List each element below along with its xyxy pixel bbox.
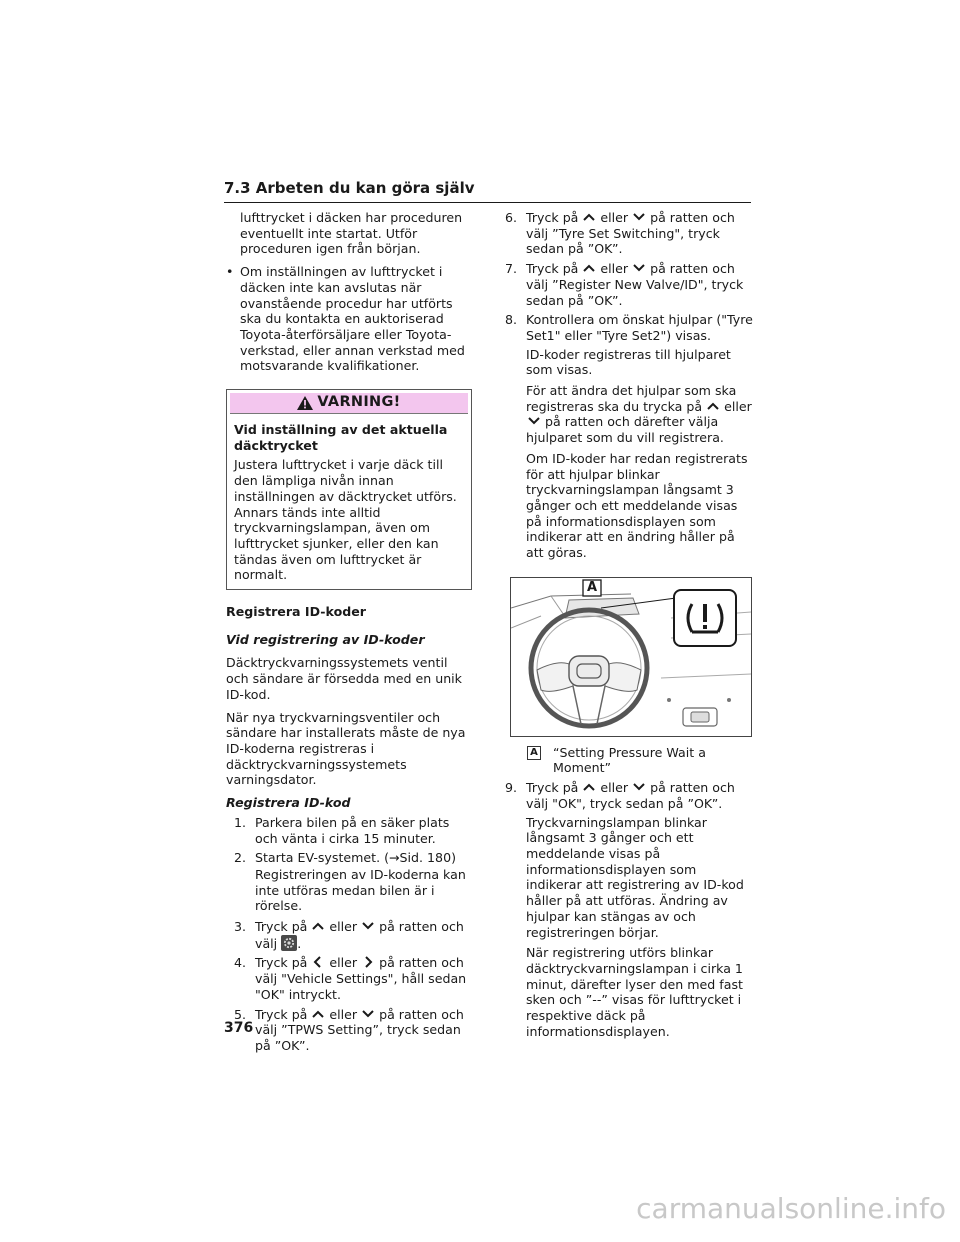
bullet-dot: • [226,264,234,280]
figure-label-a: A [586,579,598,595]
chevron-up-icon [581,262,597,274]
bullet-item [226,264,472,374]
step-2-note: Registreringen av ID-koderna kan inte utföras medan bilen är i rörelse. [255,866,466,914]
step-7 [505,261,753,308]
right-column [505,210,753,1044]
caption-text: “Setting Pressure Wait a Moment” [553,744,706,776]
chevron-down-icon [360,1008,376,1020]
step-8-paragraph-3: Om ID-koder har redan registrerats för att hjulpar blinkar tryckvarningslampan långsamt 3 gånger och ett meddelande visas på informationsdisplayen som indikerar att en ändring håller på att göras. [526,450,748,561]
step-9-paragraph-2: När registrering utförs blinkar däcktryckvarningslampan i cirka 1 minut, därefter lyser den med fast sken och ”--” visas för lufttrycket i respektive däck på informationsdisplayen. [526,945,743,1039]
step-3-number: 3. [234,919,247,935]
step-3-text: Tryck på eller på ratten och välj . [255,919,464,951]
caption-label-a: A [527,746,541,760]
step-6-text: Tryck på eller på ratten och välj ”Tyre Set Switching", tryck sedan på ”OK”. [526,210,735,257]
step-2 [234,850,472,866]
step-6 [505,210,753,257]
step-8-text: Kontrollera om önskat hjulpar ("Tyre Set1" eller "Tyre Set2") visas. [526,312,753,343]
subsection-1-paragraph-1: Däcktryckvarningssystemets ventil och sändare är försedda med en unik ID-kod. [226,655,462,702]
dashboard-figure [510,577,752,737]
warning-label: VARNING! [317,394,401,411]
step-4-text: Tryck på eller på ratten och välj "Vehicle Settings", håll sedan "OK" intryckt. [255,955,467,1002]
chevron-down-icon [631,781,647,793]
step-7-text: Tryck på eller på ratten och välj ”Register New Valve/ID", tryck sedan på ”OK”. [526,261,744,308]
chevron-up-icon [705,400,721,412]
step-5-text: Tryck på eller på ratten och välj ”TPWS Setting”, tryck sedan på ”OK”. [255,1006,464,1053]
step-2-number: 2. [234,850,247,866]
step-8 [505,312,753,343]
step-9-number: 9. [505,780,518,796]
step-8-paragraph-2: För att ändra det hjulpar som ska registreras ska du trycka på eller på ratten och därefter välja hjulparet som du vill registrera. [526,383,752,446]
intro-paragraph: lufttrycket i däcken har proceduren eventuellt inte startat. Utför proceduren igen från början. [240,210,463,257]
chevron-down-icon [360,920,376,932]
warning-body [227,417,471,589]
chevron-down-icon [631,262,647,274]
warning-box [226,389,472,590]
step-4 [234,955,472,1002]
steering-wheel-illustration [511,578,751,736]
section-header-title: 7.3 Arbeten du kan göra själv [224,179,475,197]
chevron-up-icon [310,1008,326,1020]
chevron-up-icon [310,920,326,932]
left-column [226,210,472,1058]
chevron-right-icon [360,956,376,968]
step-5 [234,1007,472,1054]
step-5-number: 5. [234,1006,247,1022]
chevron-down-icon [631,211,647,223]
warning-text: Justera lufttrycket i varje däck till den lämpliga nivån innan inställningen av däcktrycket utförs. Annars tänds inte alltid tryckvarningslampan, även om lufttrycket sjunker, eller den kan tändas även om lufttrycket är normalt. [234,457,457,583]
bullet-text: Om inställningen av lufttrycket i däcken inte kan avslutas när ovanstående procedur har utförts ska du kontakta en auktoriserad Toyota-återförsäljare eller Toyota-verkstad, eller annan verkstad med motsvarande kvalifikationer. [240,264,465,374]
figure-caption [505,745,753,776]
warning-header [230,393,468,414]
step-4-number: 4. [234,955,247,971]
chevron-up-icon [581,211,597,223]
subsection-title-1: Vid registrering av ID-koder [226,631,425,647]
step-9 [505,780,753,811]
step-8-number: 8. [505,312,518,328]
subsection-title-2: Registrera ID-kod [226,795,351,811]
step-7-number: 7. [505,261,518,277]
chevron-left-icon [310,956,326,968]
step-9-text: Tryck på eller på ratten och välj "OK", tryck sedan på ”OK”. [526,780,735,811]
chevron-down-icon [526,415,542,427]
warning-triangle-icon [297,396,313,410]
step-1-number: 1. [234,814,247,830]
step-6-number: 6. [505,210,518,225]
step-2-text: Starta EV-systemet. (→Sid. 180) [255,850,456,866]
chevron-up-icon [581,781,597,793]
watermark: carmanualsonline.info [636,1192,946,1225]
step-1 [234,815,472,846]
warning-title: Vid inställning av det aktuella däcktrycket [234,422,448,453]
step-1-text: Parkera bilen på en säker plats och vänta i cirka 15 minuter. [255,814,450,846]
section-header [224,178,751,203]
steps-list-left [226,815,472,1054]
section-title: Registrera ID-koder [226,604,366,620]
step-9-paragraph-1: Tryckvarningslampan blinkar långsamt 3 gånger och ett meddelande visas på informationsdisplayen som indikerar att registrering av ID-kod håller på att utföras. Ändring av hjulpar kan stängas av och registreringen börjar. [526,814,744,940]
step-3 [234,919,472,951]
step-8-paragraph-1: ID-koder registreras till hjulparet som visas. [526,346,731,378]
page-number: 376 [224,1020,254,1036]
settings-gear-icon [281,935,297,951]
subsection-1-paragraph-2: När nya tryckvarningsventiler och sändare har installerats måste de nya ID-koderna registreras i däcktryckvarningssystemets varningsdator. [226,709,466,788]
